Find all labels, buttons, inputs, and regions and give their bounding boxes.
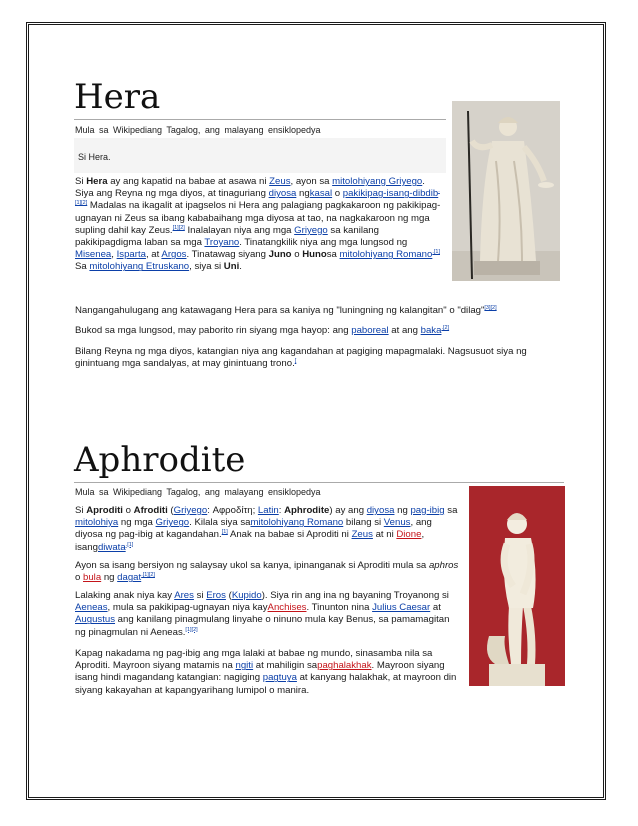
hera-paragraph-2 (75, 305, 565, 317)
hera-paragraph-3 (75, 325, 565, 337)
link-venus[interactable]: Venus (383, 517, 411, 529)
redlink-bula[interactable]: bula (83, 572, 102, 584)
link-pagtuya[interactable]: pagtuya (262, 672, 297, 684)
redlink-paghalakhak[interactable]: paghalakhak (317, 660, 372, 672)
text-span: Sa (75, 261, 90, 273)
link-kasal[interactable]: kasal (309, 188, 333, 200)
text-span: at ang (388, 325, 421, 336)
uni-bold: Uni (223, 261, 240, 273)
aphrodite-statue-image (469, 486, 565, 686)
aphrodite-paragraph-3 (75, 590, 461, 639)
footnote-ref[interactable]: .[2] (441, 325, 450, 331)
text-span: . Tinatawag siyang (186, 249, 269, 261)
text-span: . Mayroon siyang isang hindi magandang katangian: nagiging (75, 660, 445, 684)
footnote-ref[interactable]: .[1][2] (141, 572, 155, 579)
text-span: at ni (372, 529, 397, 541)
hera-paragraph-4 (75, 346, 565, 370)
hera-title-rule (74, 119, 446, 120)
link-pag-ibig[interactable]: pag-ibig (410, 505, 445, 516)
footnote-ref[interactable]: .[1] (125, 541, 134, 548)
link-aeneas[interactable]: Aeneas (75, 602, 108, 614)
aproditi-bold: Aproditi (86, 505, 123, 516)
aphrodite-title-rule (74, 482, 564, 483)
link-ngiti[interactable]: ngiti (235, 660, 254, 672)
text-span: . (239, 261, 242, 273)
text-span: o (332, 188, 343, 200)
link-mitolohiyang-etruskano[interactable]: mitolohiyang Etruskano (89, 261, 190, 273)
link-griyego[interactable]: Griyego (173, 505, 208, 516)
hera-subtitle: Mula sa Wikipediang Tagalog, ang malayang ensiklopedya (75, 125, 321, 135)
aphrodite-intro-paragraph (75, 505, 461, 554)
footnote-ref[interactable]: [ (294, 358, 297, 365)
link-mitolohiyang-griyego[interactable]: mitolohiyang Griyego (332, 176, 423, 187)
text-span: ( (225, 590, 232, 601)
text-span: . Tinatangkilik niya ang mga lungsod ng (239, 237, 408, 249)
aphrodite-paragraph-4 (75, 648, 461, 697)
hera-title: Hera (74, 77, 161, 117)
link-eros[interactable]: Eros (206, 590, 226, 601)
footnote-ref[interactable]: [1][2] (172, 224, 185, 231)
text-span: at mahiligin sa (253, 660, 318, 672)
text-span: ng (101, 572, 118, 584)
text-span: Anak na babae si Aproditi ni (227, 529, 352, 541)
aphrodite-subtitle: Mula sa Wikipediang Tagalog, ang malayang ensiklopedya (75, 487, 321, 497)
link-troyano[interactable]: Troyano (204, 237, 240, 249)
text-span: : (278, 505, 285, 516)
text-span: ng (296, 188, 310, 200)
link-diyosa[interactable]: diyosa (366, 505, 395, 516)
text-span: ng (394, 505, 411, 516)
text-span: , at (145, 249, 162, 261)
text-span: ay ang kapatid na babae at asawa ni (107, 176, 270, 187)
text-span: Kapag nakadama ng pag-ibig ang mga lalaki at babae ng mundo, sinasamba nila sa Aproditi. Mayroon siyang matamis na (75, 648, 433, 672)
aphros-italic: aphros (428, 560, 459, 571)
text-span: . Siya ang Reyna ng mga diyos, at tinaguriang (75, 176, 425, 200)
text-span: Nangangahulugang ang katawagang Hera para sa kaniya ng "luningning ng kalangitan" o "dilag" (75, 305, 485, 316)
hera-statue-graphic (452, 101, 560, 281)
text-span: . Tinunton nina (306, 602, 373, 614)
footnote-ref[interactable]: [1] (221, 529, 228, 536)
link-latin[interactable]: Latin (257, 505, 279, 516)
text-span: bilang si (343, 517, 384, 529)
link-diyosa[interactable]: diyosa (268, 188, 297, 200)
footnote-ref[interactable]: [3][2] (484, 305, 497, 311)
footnote-ref[interactable]: .[1] (432, 249, 440, 256)
text-span: o (75, 572, 84, 584)
text-span: Si (75, 505, 87, 516)
redlink-anchises[interactable]: Anchises (267, 602, 307, 614)
text-span: , isang (75, 529, 425, 553)
text-span: , ayon sa (290, 176, 333, 187)
footnote-ref[interactable]: [1][2] (185, 626, 198, 633)
text-span: ). Siya rin ang ina ng bayaning Troyanong si (261, 590, 449, 601)
link-griyego-2[interactable]: Griyego (155, 517, 190, 529)
link-misenea[interactable]: Misenea (75, 249, 112, 261)
text-span: ang kanilang pinagmulang linyahe o ninuno mula kay Benus, sa pamamagitan ng pinagmulan ni Aeneas. (75, 614, 450, 638)
huno-bold: Huno (302, 249, 327, 261)
aphrodite-statue-graphic (469, 486, 565, 686)
aphrodite-paragraph-2 (75, 560, 461, 584)
hera-caption-box (74, 138, 446, 173)
text-span: at (430, 602, 441, 614)
link-kupido[interactable]: Kupido (231, 590, 262, 601)
text-span: ) ay ang (329, 505, 367, 516)
text-span: sa (326, 249, 340, 261)
text-span: Bilang Reyna ng mga diyos, katangian niya ang kagandahan at pagiging mapagmalaki. Nagsusuot siya ng ginintuang mga sandalyas, at may ginintuang trono. (75, 346, 527, 370)
footnote-ref[interactable]: .[1][2] (75, 188, 440, 207)
link-pakikipag-isang-dibdib[interactable]: pakikipag-isang-dibdib (342, 188, 439, 200)
text-span: Inalalayan niya ang mga (184, 224, 295, 236)
link-isparta[interactable]: Isparta (116, 249, 146, 261)
text-span: , mula sa pakikipag-ugnayan niya kay (107, 602, 268, 614)
text-span: sa kanilang pakikipagdigma laban sa mga (75, 224, 379, 249)
link-baka[interactable]: baka (420, 325, 442, 336)
text-span: Lalaking anak niya kay (75, 590, 175, 601)
link-griyego[interactable]: Griyego (294, 224, 328, 236)
link-mitolohiyang-romano[interactable]: mitolohiyang Romano (250, 517, 344, 529)
hera-statue-image (452, 101, 560, 281)
link-dagat[interactable]: dagat (117, 572, 142, 584)
hera-caption: Si Hera. (78, 152, 111, 162)
text-span: o (122, 505, 134, 516)
link-zeus[interactable]: Zeus (351, 529, 373, 541)
text-span: , siya si (189, 261, 224, 273)
text-span: : Αφροδίτη; (207, 505, 258, 516)
text-span: Madalas na ikagalit at ipagselos ni Hera ang palagiang pagkakaroon ng pakikipag-ugnayan ni Zeus sa ibang kababaihang mga diyosa at tao, na nagkakaroon ng mga supling dahil kay Zeus. (75, 200, 441, 236)
aphrodite-bold: Aphrodite (284, 505, 330, 516)
link-mitolohiya[interactable]: mitolohiya (75, 517, 119, 529)
link-diwata[interactable]: diwata (97, 541, 126, 553)
text-span: si (193, 590, 207, 601)
redlink-dione[interactable]: Dione (396, 529, 422, 541)
text-span: ( (167, 505, 174, 516)
text-span: , ang diyosa ng pag-ibig at kagandahan. (75, 517, 432, 541)
text-span: . Kilala siya sa (189, 517, 251, 529)
link-argos[interactable]: Argos (161, 249, 187, 261)
link-paboreal[interactable]: paboreal (351, 325, 389, 336)
text-span: at kanyang halakhak, at mayroon din siyang kakayahan at kapangyarihang lumipol o manira. (75, 672, 457, 696)
text-span: Si (75, 176, 87, 187)
text-span: o (291, 249, 303, 261)
link-zeus[interactable]: Zeus (269, 176, 291, 187)
text-span: ng mga (118, 517, 156, 529)
aphrodite-title: Aphrodite (74, 440, 246, 480)
link-ares[interactable]: Ares (174, 590, 194, 601)
text-span: sa (444, 505, 458, 516)
link-julius-caesar[interactable]: Julius Caesar (372, 602, 431, 614)
juno-bold: Juno (268, 249, 292, 261)
text-span: Ayon sa isang bersiyon ng salaysay ukol sa kanya, ipinanganak si Aproditi mula sa (75, 560, 429, 571)
hera-intro-paragraph (75, 176, 445, 274)
link-augustus[interactable]: Augustus (75, 614, 116, 626)
text-span: , (111, 249, 117, 261)
afroditi-bold: Afroditi (133, 505, 168, 516)
link-mitolohiyang-romano[interactable]: mitolohiyang Romano (339, 249, 433, 261)
text-span: Bukod sa mga lungsod, may paborito rin siyang mga hayop: ang (75, 325, 352, 336)
hera-name-bold: Hera (86, 176, 108, 187)
